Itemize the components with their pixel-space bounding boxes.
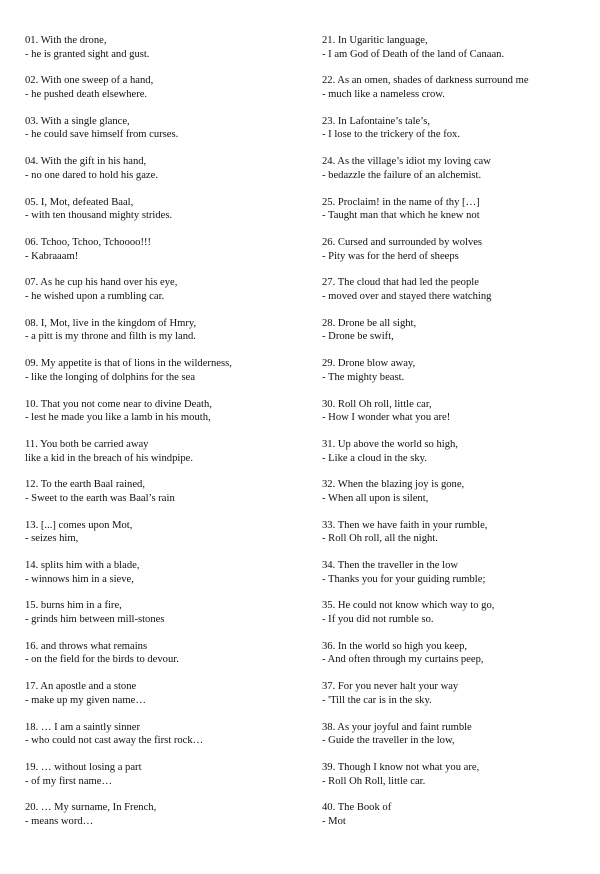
stanza-line-second: - much like a nameless crow.: [322, 88, 445, 100]
stanza-line-first: 08. I, Mot, live in the kingdom of Hmry,: [25, 317, 197, 329]
stanza: [322, 559, 592, 599]
stanza: [322, 196, 592, 236]
stanza: [322, 721, 592, 761]
stanza: [25, 196, 305, 236]
stanza-line-first: 15. burns him in a fire,: [25, 600, 122, 612]
stanza: [25, 680, 305, 720]
stanza-line-first: 39. Though I know not what you are,: [322, 762, 480, 774]
stanza-line-second: - Taught man that which he knew not: [322, 210, 480, 222]
stanza: [25, 155, 305, 195]
stanza-line-first: 27. The cloud that had led the people: [322, 277, 479, 289]
stanza: [322, 34, 592, 74]
stanza-line-first: 05. I, Mot, defeated Baal,: [25, 196, 134, 208]
stanza-line-first: 29. Drone blow away,: [322, 358, 416, 370]
stanza-line-first: 23. In Lafontaine’s tale’s,: [322, 115, 430, 127]
stanza: [25, 559, 305, 599]
stanza: [25, 801, 305, 841]
stanza-line-first: 34. Then the traveller in the low: [322, 560, 459, 572]
stanza-line-second: - make up my given name…: [25, 694, 146, 706]
stanza: [322, 801, 592, 841]
stanza-line-first: 30. Roll Oh roll, little car,: [322, 398, 432, 410]
stanza: [25, 761, 305, 801]
stanza: [322, 761, 592, 801]
stanza: [322, 317, 592, 357]
stanza-line-first: 17. An apostle and a stone: [25, 681, 137, 693]
stanza-line-second: - Roll Oh Roll, little car.: [322, 775, 426, 787]
stanza-line-first: 11. You both be carried away: [25, 438, 149, 450]
stanza: [322, 640, 592, 680]
stanza: [25, 236, 305, 276]
stanza-line-first: 33. Then we have faith in your rumble,: [322, 519, 488, 531]
stanza-line-first: 26. Cursed and surrounded by wolves: [322, 236, 483, 248]
stanza-line-second: - he wished upon a rumbling car.: [25, 290, 165, 302]
stanza-line-second: - with ten thousand mighty strides.: [25, 210, 173, 222]
stanza: [25, 438, 305, 478]
stanza-line-first: 24. As the village’s idiot my loving caw: [322, 156, 491, 168]
stanza-line-first: 04. With the gift in his hand,: [25, 156, 147, 168]
stanza: [25, 357, 305, 397]
stanza-line-first: 28. Drone be all sight,: [322, 317, 417, 329]
stanza-line-first: 25. Proclaim! in the name of thy […]: [322, 196, 480, 208]
stanza: [322, 155, 592, 195]
stanza-line-first: 02. With one sweep of a hand,: [25, 75, 154, 87]
stanza-line-second: - Thanks you for your guiding rumble;: [322, 573, 486, 585]
stanza-line-second: - means word…: [25, 816, 94, 828]
stanza-line-first: 20. … My surname, In French,: [25, 802, 157, 814]
stanza: [25, 599, 305, 639]
stanza: [322, 398, 592, 438]
stanza-line-first: 38. As your joyful and faint rumble: [322, 721, 472, 733]
stanza-line-second: - Sweet to the earth was Baal’s rain: [25, 492, 175, 504]
stanza-line-second: - who could not cast away the first rock…: [25, 735, 204, 747]
stanza-line-second: - bedazzle the failure of an alchemist.: [322, 169, 482, 181]
stanza: [322, 276, 592, 316]
stanza-line-second: - a pitt is my throne and filth is my land.: [25, 331, 196, 343]
stanza-line-first: 09. My appetite is that of lions in the wilderness,: [25, 358, 232, 370]
stanza-line-second: - on the field for the birds to devour.: [25, 654, 179, 666]
stanza: [322, 357, 592, 397]
stanza: [322, 478, 592, 518]
stanza-line-first: 32. When the blazing joy is gone,: [322, 479, 465, 491]
stanza: [25, 721, 305, 761]
stanza: [25, 74, 305, 114]
stanza-line-second: - Drone be swift,: [322, 331, 394, 343]
stanza-line-second: - he could save himself from curses.: [25, 129, 179, 141]
stanza-line-first: 36. In the world so high you keep,: [322, 640, 468, 652]
stanza-line-second: - When all upon is silent,: [322, 492, 429, 504]
stanza: [25, 640, 305, 680]
stanza-line-first: 21. In Ugaritic language,: [322, 35, 428, 46]
stanza-line-first: 19. … without losing a part: [25, 762, 142, 774]
stanza-line-first: 06. Tchoo, Tchoo, Tchoooo!!!: [25, 236, 152, 248]
stanza-line-second: - winnows him in a sieve,: [25, 573, 134, 585]
stanza-line-second: - I lose to the trickery of the fox.: [322, 129, 460, 141]
stanza-line-second: - of my first name…: [25, 775, 113, 787]
stanza-line-first: 22. As an omen, shades of darkness surround me: [322, 75, 529, 87]
stanza: [322, 680, 592, 720]
stanza-line-second: - Roll Oh roll, all the night.: [322, 533, 438, 545]
stanza-line-first: 31. Up above the world so high,: [322, 438, 458, 450]
stanza: [25, 519, 305, 559]
stanza-line-first: 16. and throws what remains: [25, 640, 148, 652]
stanza-line-second: - moved over and stayed there watching: [322, 290, 492, 302]
stanza-line-first: 14. splits him with a blade,: [25, 560, 140, 572]
stanza-line-second: - The mighty beast.: [322, 371, 405, 383]
left-column: [25, 34, 305, 842]
stanza-line-second: - like the longing of dolphins for the sea: [25, 371, 196, 383]
stanza-line-second: - I am God of Death of the land of Canaan.: [322, 48, 505, 60]
stanza: [25, 478, 305, 518]
stanza-line-first: 18. … I am a saintly sinner: [25, 721, 141, 733]
stanza-line-first: 01. With the drone,: [25, 35, 107, 46]
stanza: [25, 398, 305, 438]
stanza-line-first: 07. As he cup his hand over his eye,: [25, 277, 178, 289]
stanza-line-second: - If you did not rumble so.: [322, 614, 434, 626]
stanza-line-second: - no one dared to hold his gaze.: [25, 169, 158, 181]
stanza-line-second: - grinds him between mill-stones: [25, 614, 165, 626]
stanza-line-second: - Pity was for the herd of sheeps: [322, 250, 459, 262]
stanza-line-second: - How I wonder what you are!: [322, 412, 451, 424]
stanza-line-first: 37. For you never halt your way: [322, 681, 459, 693]
stanza-line-first: 03. With a single glance,: [25, 115, 130, 127]
stanza: [25, 276, 305, 316]
stanza: [25, 34, 305, 74]
stanza: [25, 115, 305, 155]
stanza-line-second: - lest he made you like a lamb in his mouth,: [25, 412, 211, 424]
stanza-line-first: 35. He could not know which way to go,: [322, 600, 495, 612]
stanza: [322, 115, 592, 155]
stanza-line-second: - Guide the traveller in the low,: [322, 735, 455, 747]
stanza-line-first: 40. The Book of: [322, 802, 392, 814]
right-column: [322, 34, 592, 842]
stanza: [322, 236, 592, 276]
stanza: [322, 438, 592, 478]
stanza: [322, 599, 592, 639]
stanza-line-second: - Like a cloud in the sky.: [322, 452, 427, 464]
stanza-line-second: - seizes him,: [25, 533, 79, 545]
stanza-line-second: - 'Till the car is in the sky.: [322, 694, 432, 706]
stanza-line-first: 12. To the earth Baal rained,: [25, 479, 145, 491]
stanza-line-second: like a kid in the breach of his windpipe.: [25, 452, 193, 464]
stanza-line-second: - he pushed death elsewhere.: [25, 88, 148, 100]
stanza-line-second: - he is granted sight and gust.: [25, 48, 150, 60]
stanza-line-first: 10. That you not come near to divine Death,: [25, 398, 212, 410]
stanza: [322, 519, 592, 559]
stanza-line-first: 13. [...] comes upon Mot,: [25, 519, 133, 531]
stanza-line-second: - Mot: [322, 816, 346, 828]
stanza-line-second: - Kabraaam!: [25, 250, 79, 262]
stanza: [25, 317, 305, 357]
stanza: [322, 74, 592, 114]
stanza-line-second: - And often through my curtains peep,: [322, 654, 484, 666]
